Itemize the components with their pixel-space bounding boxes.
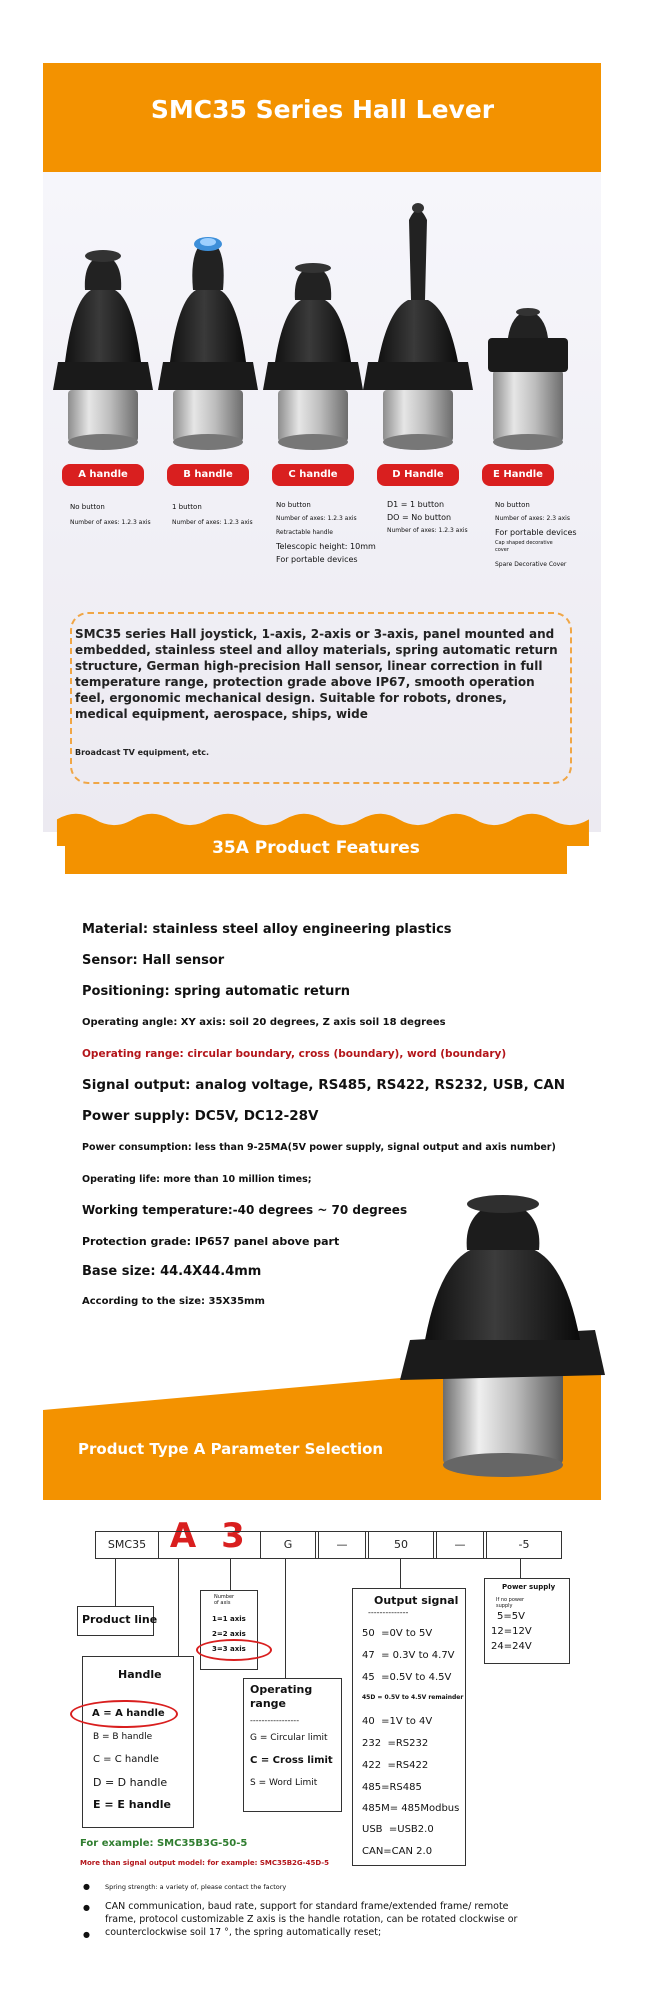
feature-power-consumption: Power consumption: less than 9-25MA(5V power supply, signal output and axis number) (82, 1142, 556, 1153)
code-dash-1: — (318, 1531, 366, 1559)
op-range-item-c: C = Cross limit (250, 1755, 333, 1766)
handle-a-image (53, 250, 153, 450)
joystick-images (43, 190, 601, 460)
op-range-item-s: S = Word Limit (250, 1778, 318, 1788)
feature-operating-life: Operating life: more than 10 million times; (82, 1174, 312, 1185)
axis-item-2: 2=2 axis (212, 1630, 246, 1638)
op-range-title: Operating range (250, 1683, 313, 1710)
axis-title: Number of axis (214, 1594, 235, 1606)
handle-c-image (263, 263, 363, 450)
feature-operating-range: Operating range: circular boundary, cross (boundary), word (boundary) (82, 1048, 507, 1060)
feature-signal-output: Signal output: analog voltage, RS485, RS422, RS232, USB, CAN (82, 1077, 566, 1093)
code-dash-2: — (436, 1531, 484, 1559)
axis-item-1: 1=1 axis (212, 1615, 246, 1623)
connector-power (520, 1558, 521, 1578)
note-2: CAN communication, baud rate, support for standard frame/extended frame/ remote frame, protocol customizable Z axis is the handle rotation, can be rotated clockwise or counterclockwise soil 17 °, the spring automatically reset; (105, 1901, 518, 1938)
handle-b-image (158, 237, 258, 450)
handle-a-label: A handle (62, 464, 144, 486)
handle-box-title: Handle (118, 1668, 162, 1681)
handle-e-image (488, 308, 568, 450)
code-handle-letter: A (169, 1516, 197, 1556)
code-range: G (260, 1531, 316, 1559)
handle-item-d: D = D handle (93, 1776, 168, 1789)
power-item-12: 12=12V (491, 1626, 532, 1637)
handle-c-specs: No button Number of axes: 1.2.3 axis Retractable handle Telescopic height: 10mm For portable devices (276, 501, 376, 564)
param-banner-title: Product Type A Parameter Selection (78, 1440, 384, 1458)
output-item-usb: USB =USB2.0 (362, 1824, 434, 1835)
code-output: 50 (368, 1531, 434, 1559)
handle-e-specs: No button Number of axes: 2.3 axis For portable devices Cap shaped decorative cover Spare Decorative Cover (495, 501, 577, 568)
output-item-485: 485=RS485 (362, 1782, 422, 1793)
output-item-485m: 485M= 485Modbus (362, 1803, 460, 1814)
output-item-232: 232 =RS232 (362, 1738, 429, 1749)
feature-working-temperature: Working temperature:-40 degrees ~ 70 degrees (82, 1203, 408, 1217)
feature-operating-angle: Operating angle: XY axis: soil 20 degrees, Z axis soil 18 degrees (82, 1017, 446, 1028)
handle-d-label: D Handle (377, 464, 459, 486)
feature-protection-grade: Protection grade: IP657 panel above part (82, 1235, 340, 1248)
example-2: More than signal output model: for example: SMC35B2G-45D-5 (80, 1859, 330, 1867)
feature-base-size: Base size: 44.4X44.4mm (82, 1264, 262, 1279)
power-item-5: 5=5V (497, 1611, 525, 1622)
note-1: Spring strength: a variety of, please contact the factory (105, 1883, 287, 1891)
handle-item-b: B = B handle (93, 1732, 153, 1742)
connector-product-line (115, 1558, 116, 1608)
handle-item-c: C = C handle (93, 1754, 159, 1765)
output-item-422: 422 =RS422 (362, 1760, 429, 1771)
feature-positioning: Positioning: spring automatic return (82, 984, 351, 999)
output-item-47: 47 = 0.3V to 4.7V (362, 1650, 455, 1661)
code-power: -5 (486, 1531, 562, 1559)
output-item-40: 40 =1V to 4V (362, 1716, 433, 1727)
description-tail: Broadcast TV equipment, etc. (75, 748, 210, 757)
feature-material: Material: stainless steel alloy engineering plastics (82, 922, 452, 937)
axis-highlight-circle (196, 1639, 272, 1661)
handle-d-specs: D1 = 1 button DO = No button Number of axes: 1.2.3 axis (387, 500, 468, 534)
op-range-item-g: G = Circular limit (250, 1733, 328, 1743)
handle-a-specs: No button Number of axes: 1.2.3 axis (70, 503, 151, 526)
handle-c-label: C handle (272, 464, 354, 486)
note-bullet-2: ● (83, 1903, 90, 1912)
output-item-45: 45 =0.5V to 4.5V (362, 1672, 452, 1683)
example-1: For example: SMC35B3G-50-5 (80, 1838, 248, 1849)
handle-d-image (363, 203, 473, 450)
connector-output (400, 1558, 401, 1588)
handle-highlight-circle (70, 1700, 178, 1728)
code-axis-number: 3 (221, 1516, 245, 1556)
output-item-can: CAN=CAN 2.0 (362, 1846, 433, 1857)
output-signal-title: Output signal (374, 1594, 459, 1607)
feature-power-supply: Power supply: DC5V, DC12-28V (82, 1108, 319, 1124)
features-banner-title: 35A Product Features (212, 838, 420, 858)
handle-item-e: E = E handle (93, 1798, 171, 1811)
power-supply-title: Power supply (502, 1583, 556, 1591)
product-line-label: Product line (82, 1613, 158, 1626)
handle-item-a: A = A handle (92, 1708, 165, 1719)
code-smc35: SMC35 (95, 1531, 159, 1559)
power-supply-sub: If no power supply (496, 1597, 525, 1609)
joystick-a-large-image (395, 1190, 610, 1480)
handle-b-label: B handle (167, 464, 249, 486)
note-bullet-1: ● (83, 1882, 90, 1891)
feature-sensor: Sensor: Hall sensor (82, 953, 225, 968)
output-item-45d: 45D = 0.5V to 4.5V remainder (362, 1694, 464, 1701)
output-item-50: 50 =0V to 5V (362, 1628, 433, 1639)
note-bullet-3: ● (83, 1930, 90, 1939)
page-title: SMC35 Series Hall Lever (150, 95, 495, 124)
feature-size: According to the size: 35X35mm (82, 1296, 265, 1307)
handle-b-specs: 1 button Number of axes: 1.2.3 axis (172, 503, 253, 526)
output-signal-dash: -------------- (368, 1608, 409, 1617)
connector-range (285, 1558, 286, 1678)
connector-axis (230, 1558, 231, 1590)
connector-handle (178, 1558, 179, 1658)
power-item-24: 24=24V (491, 1641, 532, 1652)
description-text: SMC35 series Hall joystick, 1-axis, 2-axis or 3-axis, panel mounted and embedded, stainless steel and alloy materials, spring automatic return structure, German high-precision Hall sensor, linear correction in full temperature range, protection grade above IP67, smooth operation feel, ergonomic mechanical design. Suitable for robots, drones, medical equipment, aerospace, ships, wide (75, 627, 558, 721)
handle-e-label: E Handle (482, 464, 554, 486)
axis-item-3: 3=3 axis (212, 1645, 246, 1653)
op-range-dash: ----------------- (250, 1716, 300, 1725)
